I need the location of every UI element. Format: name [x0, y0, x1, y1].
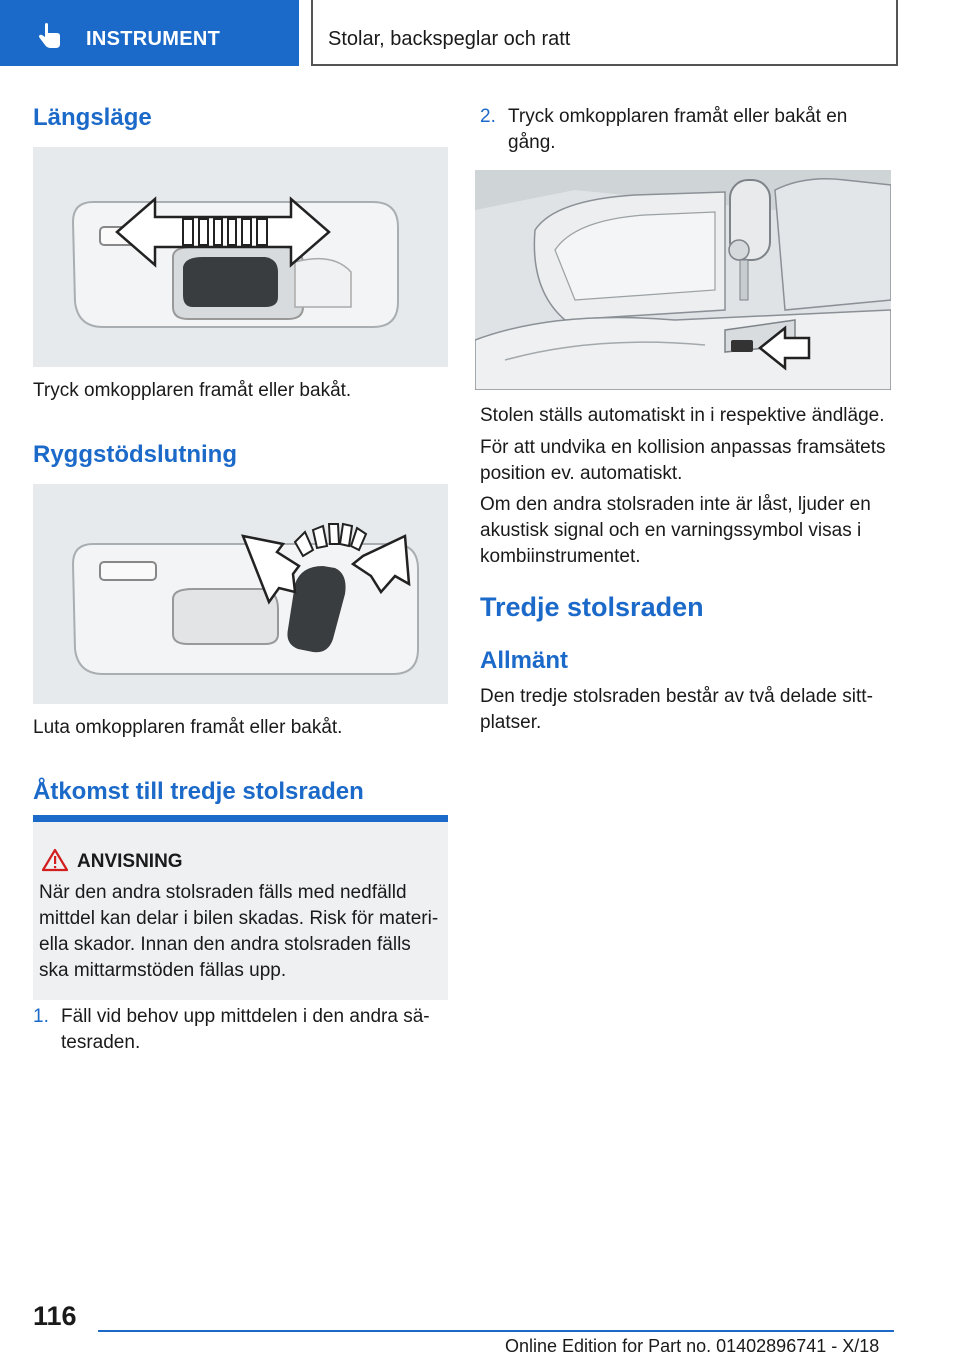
chapter-header [311, 0, 898, 66]
step-text: Tryck omkopplaren framåt eller bakåt en gång. [508, 106, 848, 153]
figure-second-row-seat [475, 170, 891, 390]
caption-langslage: Tryck omkopplaren framåt eller bakåt. [33, 380, 352, 401]
footer-edition: Online Edition for Part no. 01402896741 - X/18 [505, 1336, 880, 1356]
heading-ryggstodslutning: Ryggstödslutning [33, 441, 237, 468]
page-number: 116 [33, 1301, 77, 1331]
step-text: Fäll vid behov upp mittdelen i den andra sätesraden. [61, 1006, 430, 1053]
heading-langslage: Längsläge [33, 104, 152, 131]
step-number: 1. [33, 1006, 49, 1027]
paragraph-4: Den tredje stolsraden består av två delade sittplatser. [480, 686, 873, 733]
heading-tredje-stolsraden: Tredje stolsraden [480, 592, 704, 622]
paragraph-3: Om den andra stolsraden inte är låst, ljuder en akustisk signal och en varningssymbol visas i kombiinstrumentet. [480, 494, 871, 567]
heading-atkomst: Åtkomst till tredje stolsraden [33, 778, 364, 805]
footer-divider [98, 1330, 894, 1332]
step-number: 2. [480, 106, 496, 127]
notice-text: När den andra stolsraden fälls med nedfälld mittdel kan delar i bilen skadas. Risk för materiella skador. Innan den andra stolsraden fälls ska mittarmstöden fällas upp. [39, 882, 439, 981]
notice-box [33, 815, 448, 1000]
paragraph-2: För att undvika en kollision anpassas framsätets position ev. automatiskt. [480, 437, 886, 484]
figure-backrest-tilt [33, 484, 448, 704]
figure-seat-longitudinal [33, 147, 448, 367]
warning-triangle-icon [42, 848, 68, 872]
section-label: INSTRUMENT [86, 28, 221, 50]
caption-ryggstod: Luta omkopplaren framåt eller bakåt. [33, 717, 343, 738]
chapter-title: Stolar, backspeglar och ratt [328, 28, 571, 50]
hand-pointer-icon [36, 22, 64, 50]
step-item [480, 104, 895, 156]
step-item [33, 1004, 448, 1056]
paragraph-1: Stolen ställs automatiskt in i respektive ändläge. [480, 405, 885, 426]
notice-title: ANVISNING [77, 851, 183, 872]
heading-allmant: Allmänt [480, 647, 569, 674]
section-tab [0, 0, 299, 66]
